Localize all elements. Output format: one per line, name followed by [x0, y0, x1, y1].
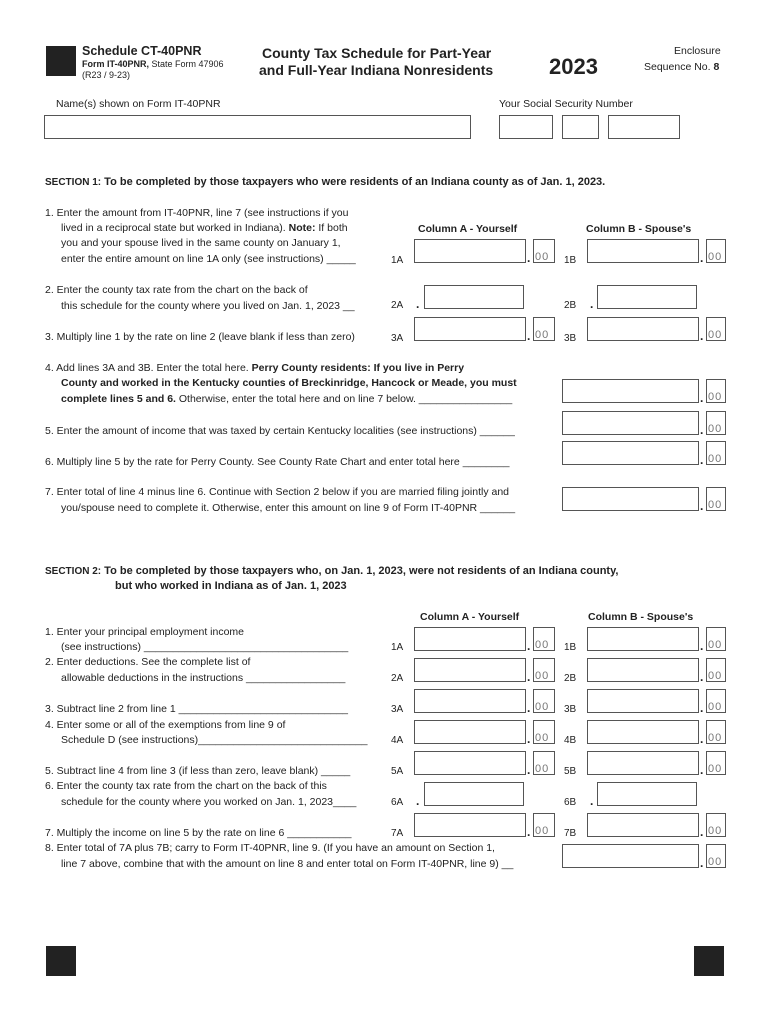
s2-1a-input[interactable]: [414, 627, 526, 651]
s1-2a-input[interactable]: [424, 285, 524, 309]
s2-3a-input[interactable]: [414, 689, 526, 713]
schedule-name: Schedule CT-40PNR: [82, 44, 202, 58]
s1-1b-label: 1B: [564, 255, 577, 266]
section1-heading: [45, 176, 605, 189]
s2-line8-text-a: 8. Enter total of 7A plus 7B; carry to Form IT-40PNR, line 9. (If you have an amount on Section 1,: [45, 842, 495, 854]
s2-8-input[interactable]: [562, 844, 699, 868]
s2-7a-cents-value: 00: [535, 825, 550, 837]
form-number: Form IT-40PNR,: [82, 59, 150, 69]
s1-5-decimal: .: [700, 423, 704, 437]
registration-mark-bottom-right: [694, 946, 724, 976]
s2-4b-cents-value: 00: [708, 732, 723, 744]
s2-5b-decimal: .: [700, 763, 704, 777]
s2-line1-text-a: 1. Enter your principal employment income: [45, 626, 245, 638]
s2-1a-label: 1A: [391, 642, 404, 653]
s1-2b-input[interactable]: [597, 285, 697, 309]
s2-5a-input[interactable]: [414, 751, 526, 775]
s2-column-a-header: Column A - Yourself: [420, 611, 520, 623]
s2-5a-decimal: .: [527, 763, 531, 777]
s1-line4-text-a: [45, 362, 464, 375]
s1-1a-label: 1A: [391, 255, 404, 266]
section1-prefix: SECTION 1:: [45, 177, 102, 188]
s1-2a-decimal: .: [416, 297, 420, 311]
s1-2b-label: 2B: [564, 300, 577, 311]
s2-6b-input[interactable]: [597, 782, 697, 806]
s1-line3-text: 3. Multiply line 1 by the rate on line 2 (leave blank if less than zero): [45, 331, 355, 343]
s1-3a-decimal: .: [527, 329, 531, 343]
s1-4-decimal: .: [700, 391, 704, 405]
section2-title-line2: but who worked in Indiana as of Jan. 1, 2023: [115, 580, 347, 592]
s2-2a-cents-value: 00: [535, 670, 550, 682]
s1-1b-input[interactable]: [587, 239, 699, 263]
form-title-line1: County Tax Schedule for Part-Year: [262, 45, 492, 61]
s2-3b-cents-value: 00: [708, 701, 723, 713]
enclosure-label: Enclosure: [674, 45, 721, 57]
s1-line1-text-c: you and your spouse lived in the same county on January 1,: [61, 237, 341, 249]
s1-line1-b-start: lived in a reciprocal state but worked in Indiana).: [61, 222, 289, 234]
s1-1a-cents-value: 00: [535, 251, 550, 263]
s1-1b-decimal: .: [700, 251, 704, 265]
s2-7a-input[interactable]: [414, 813, 526, 837]
s1-3b-decimal: .: [700, 329, 704, 343]
registration-mark-bottom-left: [46, 946, 76, 976]
s2-7a-decimal: .: [527, 825, 531, 839]
s2-6a-decimal: .: [416, 794, 420, 808]
section2-title-line1: To be completed by those taxpayers who, on Jan. 1, 2023, were not residents of an Indiana county,: [101, 565, 619, 577]
s2-5b-cents-value: 00: [708, 763, 723, 775]
section1-title: To be completed by those taxpayers who were residents of an Indiana county as of Jan. 1, 2023.: [101, 176, 606, 188]
s2-4b-input[interactable]: [587, 720, 699, 744]
s1-1a-input[interactable]: [414, 239, 526, 263]
s1-line7-text-b: you/spouse need to complete it. Otherwise, enter this amount on line 9 of Form IT-40PNR ______: [61, 502, 516, 514]
s1-line1-text-b: [61, 222, 348, 235]
s2-2a-input[interactable]: [414, 658, 526, 682]
s2-2b-input[interactable]: [587, 658, 699, 682]
s2-5b-input[interactable]: [587, 751, 699, 775]
s2-column-b-header: Column B - Spouse's: [588, 611, 694, 623]
s2-3b-decimal: .: [700, 701, 704, 715]
s1-line1-text-a: 1. Enter the amount from IT-40PNR, line 7 (see instructions if you: [45, 207, 349, 219]
s1-3a-cents-value: 00: [535, 329, 550, 341]
s1-6-cents-value: 00: [708, 453, 723, 465]
names-label: Name(s) shown on Form IT-40PNR: [56, 98, 221, 110]
form-title-line2: and Full-Year Indiana Nonresidents: [259, 62, 494, 78]
s2-6b-decimal: .: [590, 794, 594, 808]
ssn-label: Your Social Security Number: [499, 98, 633, 110]
s2-line6-text-a: 6. Enter the county tax rate from the chart on the back of this: [45, 780, 327, 792]
s1-column-b-header: Column B - Spouse's: [586, 223, 692, 235]
s1-line2-text-a: 2. Enter the county tax rate from the chart on the back of: [45, 284, 308, 296]
s1-line4-c-rest: Otherwise, enter the total here and on line 7 below. ________________: [175, 393, 513, 405]
section2-prefix: SECTION 2:: [45, 566, 102, 577]
s1-2b-decimal: .: [590, 297, 594, 311]
s2-2b-decimal: .: [700, 670, 704, 684]
s2-1b-decimal: .: [700, 639, 704, 653]
s1-line1-b-end: If both: [315, 222, 348, 234]
section2-heading: [45, 565, 618, 578]
s1-line7-text-a: 7. Enter total of line 4 minus line 6. Continue with Section 2 below if you are married filing jointly and: [45, 486, 509, 498]
s2-3a-label: 3A: [391, 704, 404, 715]
s1-4-input[interactable]: [562, 379, 699, 403]
s1-line4-a-bold: Perry County residents: If you live in Perry: [251, 362, 465, 374]
s2-4b-decimal: .: [700, 732, 704, 746]
s2-1a-cents-value: 00: [535, 639, 550, 651]
s1-1a-decimal: .: [527, 251, 531, 265]
s2-4a-input[interactable]: [414, 720, 526, 744]
s1-line6-text: 6. Multiply line 5 by the rate for Perry County. See County Rate Chart and enter total here ________: [45, 456, 510, 468]
s1-6-decimal: .: [700, 453, 704, 467]
s1-6-input[interactable]: [562, 441, 699, 465]
s2-5a-label: 5A: [391, 766, 404, 777]
s2-1a-decimal: .: [527, 639, 531, 653]
s1-line5-text: 5. Enter the amount of income that was taxed by certain Kentucky localities (see instructions) ______: [45, 425, 515, 437]
s2-line2-text-a: 2. Enter deductions. See the complete list of: [45, 656, 251, 668]
s2-4a-label: 4A: [391, 735, 404, 746]
s2-1b-cents-value: 00: [708, 639, 723, 651]
s2-4a-cents-value: 00: [535, 732, 550, 744]
ssn-part2-input[interactable]: [562, 115, 599, 139]
s1-7-cents-value: 00: [708, 499, 723, 511]
s1-1b-cents-value: 00: [708, 251, 723, 263]
s2-8-decimal: .: [700, 856, 704, 870]
s1-3b-cents-value: 00: [708, 329, 723, 341]
state-form-number: State Form 47906: [149, 59, 224, 69]
s2-line4-text-b: Schedule D (see instructions)_____________________________: [61, 734, 368, 746]
s1-line1-text-d: enter the entire amount on line 1A only (see instructions) _____: [61, 253, 356, 265]
s1-line2-text-b: this schedule for the county where you lived on Jan. 1, 2023 __: [61, 300, 355, 312]
s2-3a-cents-value: 00: [535, 701, 550, 713]
sequence-number: [644, 61, 719, 74]
s2-line8-text-b: line 7 above, combine that with the amount on line 8 and enter total on Form IT-40PNR, line 9) __: [61, 858, 514, 870]
s2-3b-input[interactable]: [587, 689, 699, 713]
s2-6b-label: 6B: [564, 797, 577, 808]
s2-4a-decimal: .: [527, 732, 531, 746]
s1-column-a-header: Column A - Yourself: [418, 223, 518, 235]
s1-3a-label: 3A: [391, 333, 404, 344]
s2-line2-text-b: allowable deductions in the instructions _________________: [61, 672, 346, 684]
s2-line4-text-a: 4. Enter some or all of the exemptions from line 9 of: [45, 719, 286, 731]
s1-5-input[interactable]: [562, 411, 699, 435]
s2-line3-text: 3. Subtract line 2 from line 1 _____________________________: [45, 703, 348, 715]
sequence-label: Sequence No.: [644, 61, 711, 73]
s2-line1-text-b: (see instructions) ___________________________________: [61, 641, 349, 653]
revision-date: (R23 / 9-23): [82, 70, 131, 80]
s2-7b-input[interactable]: [587, 813, 699, 837]
s1-line4-text-c: [61, 393, 512, 406]
s1-5-cents-value: 00: [708, 423, 723, 435]
s2-7b-cents-value: 00: [708, 825, 723, 837]
sequence-value: 8: [713, 61, 720, 73]
s2-2a-decimal: .: [527, 670, 531, 684]
s2-5a-cents-value: 00: [535, 763, 550, 775]
s1-2a-label: 2A: [391, 300, 404, 311]
s2-line5-text: 5. Subtract line 4 from line 3 (if less than zero, leave blank) _____: [45, 765, 351, 777]
s2-8-cents-value: 00: [708, 856, 723, 868]
s1-3a-input[interactable]: [414, 317, 526, 341]
s1-7-decimal: .: [700, 499, 704, 513]
s2-2b-cents-value: 00: [708, 670, 723, 682]
s2-2a-label: 2A: [391, 673, 404, 684]
s2-7b-decimal: .: [700, 825, 704, 839]
s1-line1-note: Note:: [288, 222, 316, 234]
s1-line4-a-start: 4. Add lines 3A and 3B. Enter the total here.: [45, 362, 252, 374]
s2-7a-label: 7A: [391, 828, 404, 839]
s2-2b-label: 2B: [564, 673, 577, 684]
registration-mark-top-left: [46, 46, 76, 76]
s1-3b-label: 3B: [564, 333, 577, 344]
s1-7-input[interactable]: [562, 487, 699, 511]
s2-5b-label: 5B: [564, 766, 577, 777]
names-input[interactable]: [44, 115, 471, 139]
s2-6a-input[interactable]: [424, 782, 524, 806]
ssn-part1-input[interactable]: [499, 115, 553, 139]
s1-3b-input[interactable]: [587, 317, 699, 341]
s2-4b-label: 4B: [564, 735, 577, 746]
s2-line7-text: 7. Multiply the income on line 5 by the rate on line 6 ___________: [45, 827, 352, 839]
s1-line4-text-b: County and worked in the Kentucky counties of Breckinridge, Hancock or Meade, you must: [61, 377, 517, 389]
s2-7b-label: 7B: [564, 828, 577, 839]
s1-line4-c-bold: complete lines 5 and 6.: [61, 393, 176, 405]
s1-4-cents-value: 00: [708, 391, 723, 403]
tax-year: 2023: [549, 54, 598, 79]
s2-line6-text-b: schedule for the county where you worked on Jan. 1, 2023____: [61, 796, 357, 808]
s2-6a-label: 6A: [391, 797, 404, 808]
s2-3a-decimal: .: [527, 701, 531, 715]
s2-1b-input[interactable]: [587, 627, 699, 651]
s2-1b-label: 1B: [564, 642, 577, 653]
s2-3b-label: 3B: [564, 704, 577, 715]
ssn-part3-input[interactable]: [608, 115, 680, 139]
